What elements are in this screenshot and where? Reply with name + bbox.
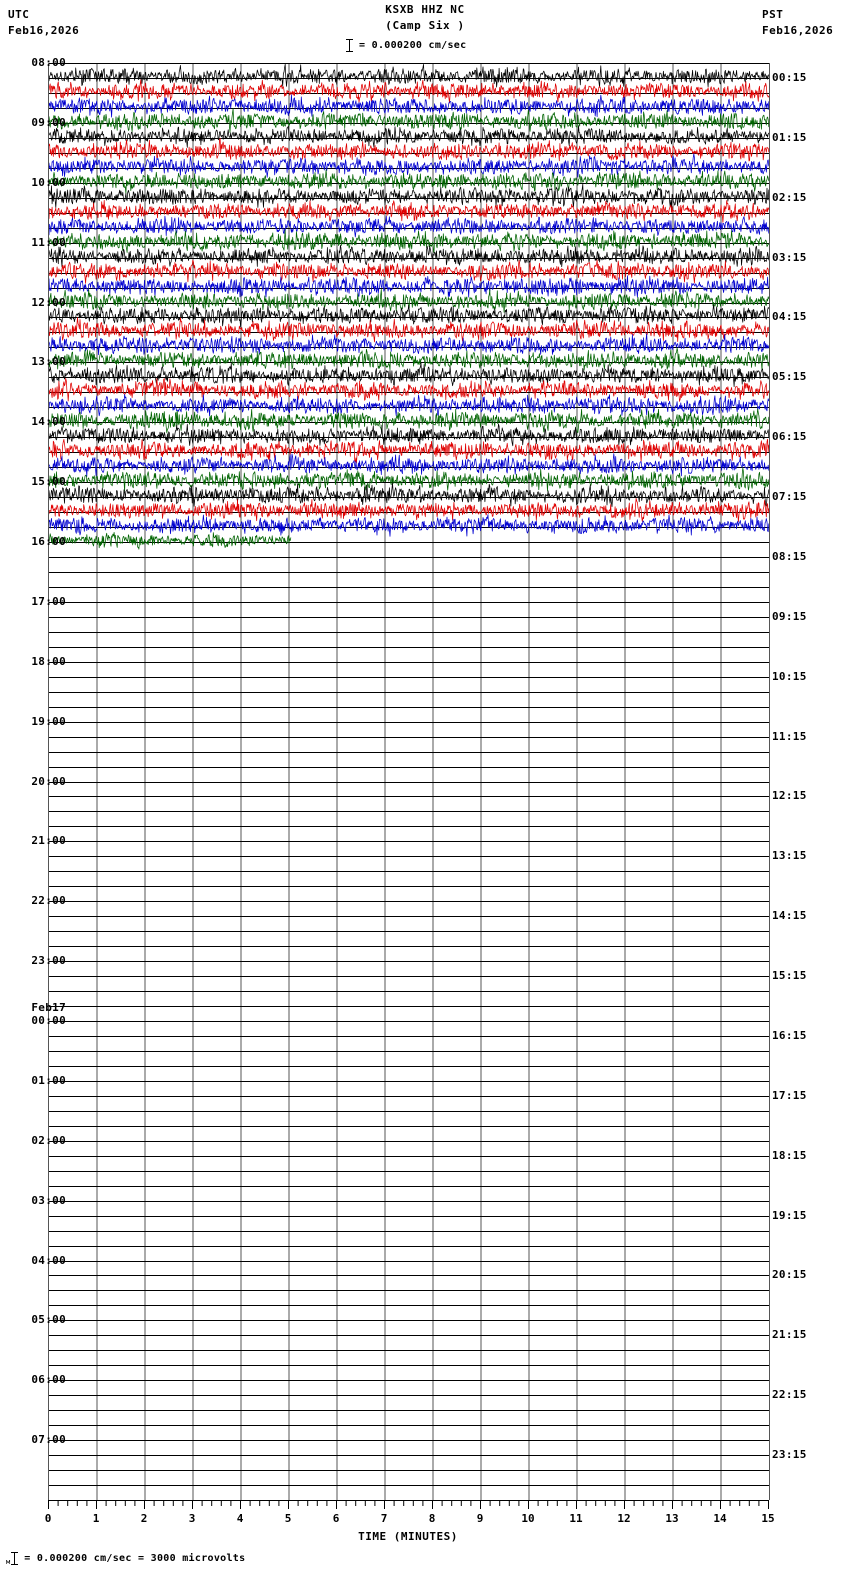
station-name-label: (Camp Six ): [385, 19, 465, 32]
footer-scale-note: [6, 1552, 245, 1565]
pst-hour-label: 18:15: [772, 1148, 807, 1162]
pst-hour-label: 08:15: [772, 549, 807, 563]
utc-hour-label: 13:00: [31, 355, 66, 369]
x-axis-tick-label: 0: [44, 1512, 52, 1525]
pst-timezone-label: PST: [762, 8, 784, 21]
x-axis-tick-label: 8: [428, 1512, 436, 1525]
x-axis-tick-label: 12: [617, 1512, 631, 1525]
x-axis-tick-label: 5: [284, 1512, 292, 1525]
utc-hour-label: 05:00: [31, 1313, 66, 1327]
utc-hour-label: 17:00: [31, 594, 66, 608]
utc-date-label: Feb16,2026: [8, 24, 80, 37]
x-axis-tick-label: 6: [332, 1512, 340, 1525]
pst-hour-label: 12:15: [772, 789, 807, 803]
x-axis-tick-label: 13: [665, 1512, 679, 1525]
pst-hour-label: 23:15: [772, 1448, 807, 1462]
day-change-label: Feb17: [31, 1001, 66, 1014]
pst-hour-label: 17:15: [772, 1088, 807, 1102]
pst-hour-label: 03:15: [772, 250, 807, 264]
x-axis-tick-label: 2: [140, 1512, 148, 1525]
pst-hour-label: 05:15: [772, 370, 807, 384]
x-axis-tick-label: 4: [236, 1512, 244, 1525]
chart-header: [0, 0, 850, 58]
scale-reference-label: = 0.000200 cm/sec: [359, 39, 467, 51]
utc-hour-label: 23:00: [31, 954, 66, 968]
utc-hour-label: 18:00: [31, 654, 66, 668]
pst-hour-label: 21:15: [772, 1328, 807, 1342]
utc-hour-label: 19:00: [31, 714, 66, 728]
utc-hour-label: 01:00: [31, 1073, 66, 1087]
utc-hour-label: 10:00: [31, 175, 66, 189]
utc-timezone-label: UTC: [8, 8, 30, 21]
vertical-bar-icon-footer: [11, 1552, 18, 1565]
pst-hour-label: 07:15: [772, 490, 807, 504]
x-axis: [44, 1500, 775, 1530]
footer-mini-glyph: м: [6, 1557, 11, 1566]
pst-hour-label: 10:15: [772, 669, 807, 683]
x-axis-title: TIME (MINUTES): [358, 1530, 458, 1543]
pst-hour-label: 01:15: [772, 130, 807, 144]
utc-hour-label: 21:00: [31, 834, 66, 848]
pst-hour-label: 00:15: [772, 70, 807, 84]
utc-hour-label: 09:00: [31, 115, 66, 129]
utc-hour-label: 00:00: [31, 1014, 66, 1027]
station-code-label: KSXB HHZ NC: [385, 3, 465, 16]
x-axis-tick-label: 14: [713, 1512, 727, 1525]
pst-hour-label: 13:15: [772, 849, 807, 863]
pst-hour-label: 20:15: [772, 1268, 807, 1282]
utc-hour-label: 03:00: [31, 1193, 66, 1207]
x-axis-tick-label: 11: [569, 1512, 583, 1525]
utc-hour-label: 14:00: [31, 415, 66, 429]
scale-reference: [346, 38, 466, 52]
seismogram-plot[interactable]: [48, 63, 770, 1500]
utc-hour-label: 11:00: [31, 235, 66, 249]
pst-hour-label: 22:15: [772, 1388, 807, 1402]
pst-date-label: Feb16,2026: [762, 24, 834, 37]
seismic-traces: [49, 63, 769, 1500]
x-axis-tick-label: 1: [92, 1512, 100, 1525]
utc-hour-label: 04:00: [31, 1253, 66, 1267]
footer-scale-label: = 0.000200 cm/sec = 3000 microvolts: [24, 1553, 246, 1564]
utc-hour-label: 12:00: [31, 295, 66, 309]
x-axis-tick-label: 15: [761, 1512, 775, 1525]
utc-hour-label: 07:00: [31, 1433, 66, 1447]
x-axis-tick-label: 9: [476, 1512, 484, 1525]
utc-hour-label: 20:00: [31, 774, 66, 788]
utc-hour-label: 02:00: [31, 1133, 66, 1147]
x-axis-tick-label: 3: [188, 1512, 196, 1525]
utc-hour-label: 16:00: [31, 535, 66, 548]
utc-hour-label: 08:00: [31, 56, 66, 69]
pst-hour-label: 09:15: [772, 609, 807, 623]
pst-hour-label: 15:15: [772, 969, 807, 983]
pst-hour-label: 06:15: [772, 430, 807, 444]
utc-hour-label: 15:00: [31, 475, 66, 489]
pst-hour-label: 02:15: [772, 190, 807, 204]
pst-hour-label: 11:15: [772, 729, 807, 743]
utc-hour-label: 06:00: [31, 1373, 66, 1387]
pst-hour-label: 14:15: [772, 909, 807, 923]
pst-hour-label: 19:15: [772, 1208, 807, 1222]
x-axis-tick-label: 10: [521, 1512, 535, 1525]
x-axis-tick-label: 7: [380, 1512, 388, 1525]
pst-hour-label: 04:15: [772, 310, 807, 324]
utc-hour-label: 22:00: [31, 894, 66, 908]
vertical-bar-icon: [346, 39, 353, 52]
pst-hour-label: 16:15: [772, 1028, 807, 1042]
